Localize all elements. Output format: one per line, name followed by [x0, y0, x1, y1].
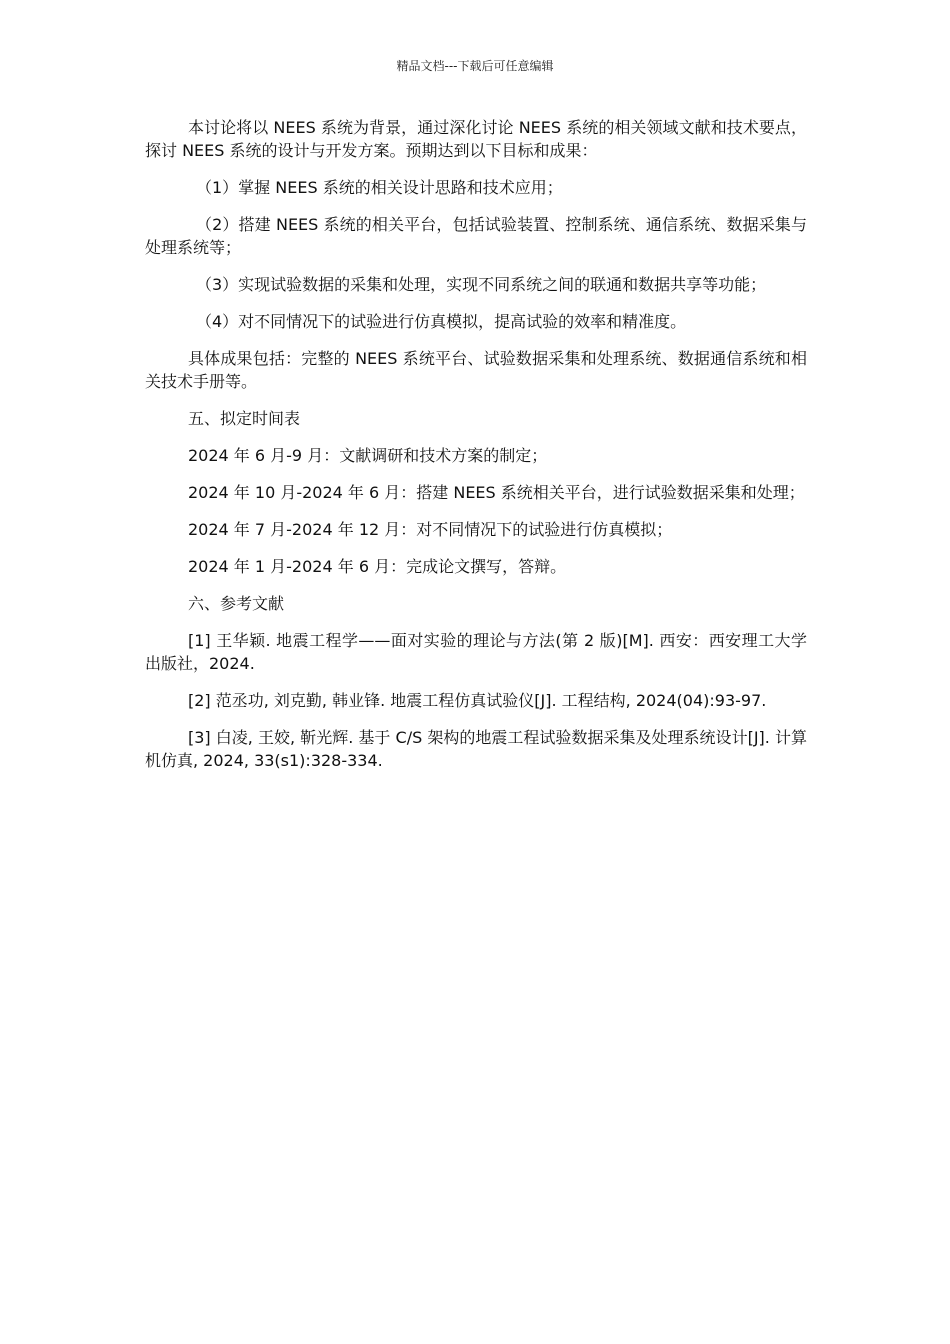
- schedule-item-2: 2024 年 10 月-2024 年 6 月：搭建 NEES 系统相关平台，进行试验数据采集和处理；: [188, 483, 805, 502]
- reference-3: [3] 白凌, 王姣, 靳光辉. 基于 C/S 架构的地震工程试验数据采集及处理系统设计[J]. 计算机仿真, 2024, 33(s1):328-334.: [145, 728, 807, 770]
- goal-item-3: （3）实现试验数据的采集和处理，实现不同系统之间的联通和数据共享等功能；: [196, 275, 767, 294]
- schedule-item-1: 2024 年 6 月-9 月：文献调研和技术方案的制定；: [188, 446, 548, 465]
- results-paragraph: 具体成果包括：完整的 NEES 系统平台、试验数据采集和处理系统、数据通信系统和相关技术手册等。: [145, 349, 807, 391]
- section-heading-schedule: 五、拟定时间表: [188, 409, 301, 428]
- schedule-item-4: 2024 年 1 月-2024 年 6 月：完成论文撰写，答辩。: [188, 557, 567, 576]
- goal-item-1: （1）掌握 NEES 系统的相关设计思路和技术应用；: [196, 178, 563, 197]
- schedule-item-3: 2024 年 7 月-2024 年 12 月：对不同情况下的试验进行仿真模拟；: [188, 520, 673, 539]
- intro-paragraph: 本讨论将以 NEES 系统为背景，通过深化讨论 NEES 系统的相关领域文献和技术要点，探讨 NEES 系统的设计与开发方案。预期达到以下目标和成果：: [145, 118, 807, 160]
- reference-1: [1] 王华颖. 地震工程学——面对实验的理论与方法(第 2 版)[M]. 西安：西安理工大学出版社，2024.: [145, 631, 807, 673]
- reference-2: [2] 范丞功, 刘克勤, 韩业锋. 地震工程仿真试验仪[J]. 工程结构, 2024(04):93-97.: [188, 691, 767, 710]
- goal-item-4: （4）对不同情况下的试验进行仿真模拟，提高试验的效率和精准度。: [196, 312, 687, 331]
- section-heading-references: 六、参考文献: [188, 594, 285, 613]
- page-header: 精品文档---下载后可任意编辑: [396, 59, 554, 73]
- document-body: [145, 116, 807, 786]
- goal-item-2: （2）搭建 NEES 系统的相关平台，包括试验装置、控制系统、通信系统、数据采集与处理系统等；: [145, 215, 807, 257]
